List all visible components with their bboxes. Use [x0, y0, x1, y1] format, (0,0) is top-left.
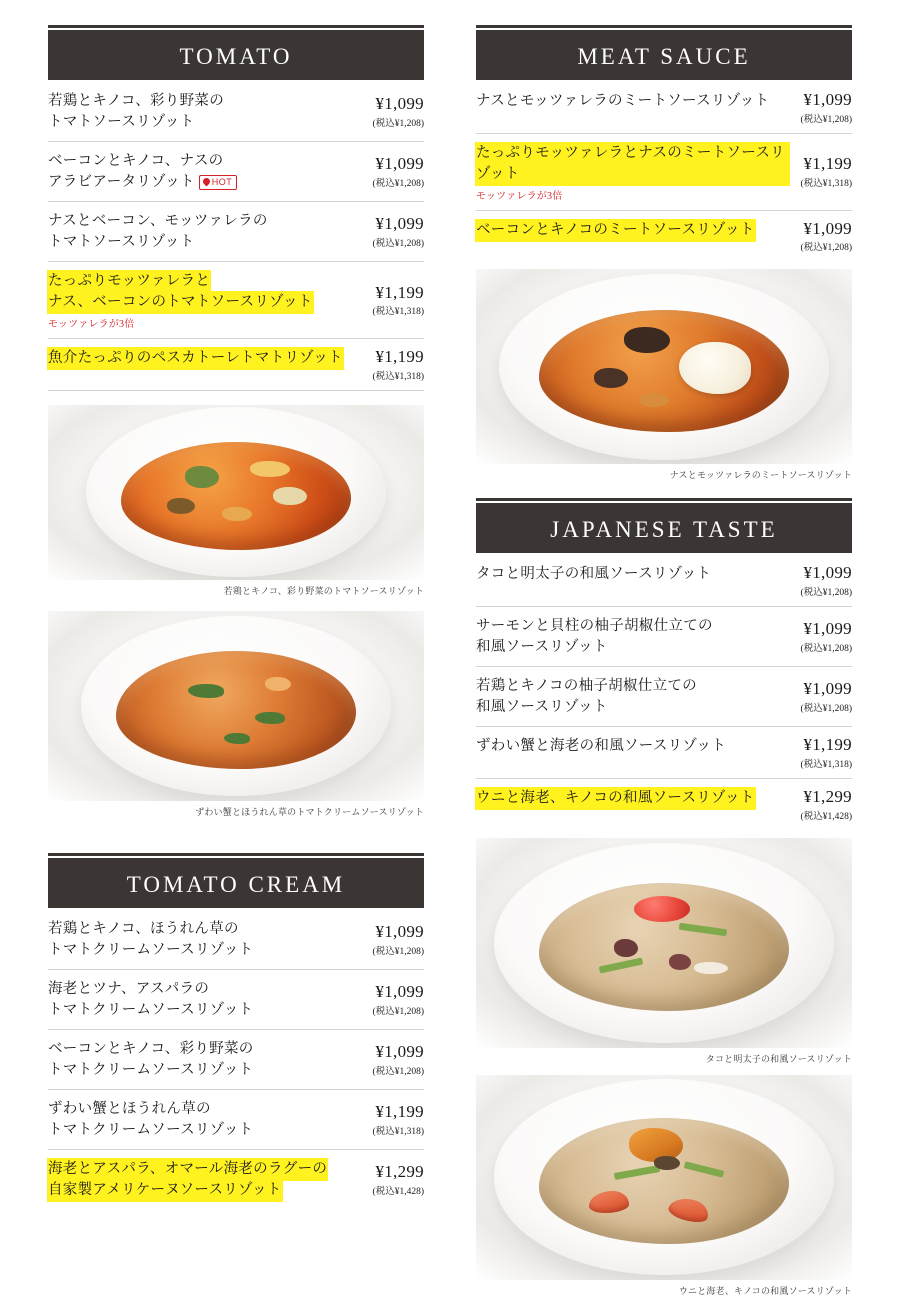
menu-item-names: [476, 143, 797, 202]
vegetable-piece: [167, 498, 195, 514]
menu-item-price: ¥1,099: [803, 563, 852, 583]
menu-item-price: ¥1,099: [375, 982, 424, 1002]
menu-item[interactable]: [48, 1150, 424, 1209]
menu-item-names: [48, 348, 369, 369]
menu-item-price-block: [369, 348, 424, 382]
menu-item-price: ¥1,299: [803, 786, 852, 806]
menu-item-name-line: サーモンと貝柱の柚子胡椒仕立ての: [476, 618, 713, 635]
eggplant-piece: [594, 368, 628, 388]
mozzarella-piece: [679, 342, 751, 394]
section-tomato-cream: [48, 858, 424, 1209]
menu-item-names: [48, 1159, 369, 1201]
food-shape: [121, 442, 351, 550]
vegetable-piece: [185, 466, 219, 488]
spinach-piece: [224, 733, 250, 744]
sauce-highlight: [639, 393, 669, 407]
menu-item-note: モッツァレラが3倍: [48, 319, 135, 331]
menu-item[interactable]: [476, 80, 852, 134]
left-column: [48, 30, 424, 1246]
menu-list-japanese-taste: [476, 553, 852, 829]
menu-item-names: [476, 736, 797, 757]
menu-item-name-line: ベーコンとキノコ、彩り野菜の: [48, 1040, 254, 1057]
menu-item-price-tax: (税込¥1,208): [800, 703, 852, 714]
photo-block: [476, 1075, 852, 1297]
menu-item-price-block: [797, 155, 852, 189]
menu-item-name-line: ベーコンとキノコのミートソースリゾット: [476, 220, 755, 241]
photo-block: [48, 611, 424, 818]
crab-piece: [265, 677, 291, 691]
photo-caption: タコと明太子の和風ソースリゾット: [705, 1053, 852, 1064]
menu-item-names: [48, 919, 369, 961]
dish-illustration: [476, 838, 852, 1048]
menu-item-price: ¥1,099: [375, 154, 424, 174]
photo-caption: ずわい蟹とほうれん草のトマトクリームソースリゾット: [195, 806, 424, 817]
dish-photo: [476, 838, 852, 1048]
menu-item-name-line: アラビアータリゾット: [48, 174, 195, 191]
menu-item-price-tax: (税込¥1,318): [372, 1126, 424, 1137]
menu-item-price-block: [797, 620, 852, 654]
menu-item[interactable]: [48, 142, 424, 202]
menu-list-tomato: [48, 80, 424, 391]
menu-item-price-block: [797, 564, 852, 598]
menu-item-names: [48, 1099, 369, 1141]
menu-item-name-line: ナス、ベーコンのトマトソースリゾット: [48, 292, 313, 313]
section-title: TOMATO: [179, 44, 293, 69]
menu-item-names: [476, 564, 797, 585]
food-shape: [539, 883, 789, 1011]
menu-item-price-block: [369, 1103, 424, 1137]
vegetable-piece: [222, 507, 252, 521]
section-header-tomato: [48, 30, 424, 80]
menu-item-name-line: たっぷりモッツァレラと: [48, 271, 210, 292]
menu-item[interactable]: [48, 80, 424, 142]
dish-photo: [48, 405, 424, 580]
menu-item-name-line: たっぷりモッツァレラとナスのミートソースリゾット: [476, 143, 789, 185]
menu-item-price: ¥1,199: [375, 1102, 424, 1122]
menu-item[interactable]: [48, 970, 424, 1030]
menu-item-name-line: トマトクリームソースリゾット: [48, 941, 254, 958]
section-header-meat-sauce: [476, 30, 852, 80]
menu-item-name-line: 和風ソースリゾット: [476, 699, 608, 716]
menu-item-price-tax: (税込¥1,208): [372, 238, 424, 249]
scallion-piece: [614, 1165, 661, 1180]
menu-item-names: [476, 788, 797, 809]
menu-item-names: [476, 220, 797, 241]
menu-item-price-block: [797, 91, 852, 125]
menu-item-name-line: トマトクリームソースリゾット: [48, 1061, 254, 1078]
menu-item[interactable]: [48, 908, 424, 970]
section-japanese-taste: [476, 503, 852, 1296]
food-shape: [539, 1118, 789, 1244]
vegetable-piece: [273, 487, 307, 505]
menu-item-price-tax: (税込¥1,208): [800, 243, 852, 254]
menu-item-price-block: [369, 983, 424, 1017]
menu-item-price-tax: (税込¥1,318): [800, 759, 852, 770]
menu-item-price: ¥1,199: [803, 154, 852, 174]
menu-item-price-block: [369, 1043, 424, 1077]
menu-item-price-tax: (税込¥1,318): [800, 179, 852, 190]
menu-item-price: ¥1,299: [375, 1162, 424, 1182]
menu-item-price-tax: (税込¥1,428): [372, 1186, 424, 1197]
menu-item-names: [48, 91, 369, 133]
menu-item[interactable]: [476, 134, 852, 211]
section-title: JAPANESE TASTE: [550, 517, 778, 543]
menu-item-names: [48, 271, 369, 330]
menu-item-price-block: [797, 736, 852, 770]
menu-item-price: ¥1,199: [375, 282, 424, 302]
menu-item-name-line: ナスとモッツァレラのミートソースリゾット: [476, 93, 770, 109]
menu-item-names: [476, 616, 797, 658]
menu-item-price-block: [369, 284, 424, 318]
section-title: TOMATO CREAM: [126, 871, 346, 897]
section-meat-sauce: [476, 30, 852, 481]
menu-item-price-tax: (税込¥1,208): [372, 178, 424, 189]
spinach-piece: [188, 684, 224, 698]
menu-item-price: ¥1,199: [803, 735, 852, 755]
section-tomato: [48, 30, 424, 818]
menu-item-price-block: [797, 788, 852, 822]
menu-item-price-tax: (税込¥1,318): [372, 371, 424, 382]
menu-item-name-line: トマトソースリゾット: [48, 114, 195, 131]
dish-illustration: [476, 1075, 852, 1280]
photo-block: [476, 269, 852, 481]
menu-item[interactable]: [476, 211, 852, 262]
menu-item-price-tax: (税込¥1,208): [800, 643, 852, 654]
menu-item-price: ¥1,099: [803, 619, 852, 639]
eggplant-piece: [624, 327, 670, 353]
menu-item-price-block: [797, 220, 852, 254]
section-title: MEAT SAUCE: [577, 44, 751, 69]
menu-item-name-line: 海老とツナ、アスパラの: [48, 980, 210, 997]
menu-item-names: [48, 211, 369, 253]
scallion-piece: [679, 923, 728, 937]
shrimp-piece: [667, 1193, 712, 1226]
menu-item-name-line: トマトクリームソースリゾット: [48, 1121, 254, 1138]
menu-item-price: ¥1,099: [375, 94, 424, 114]
dish-illustration: [48, 611, 424, 801]
scallion-piece: [684, 1161, 725, 1177]
hot-badge-icon: HOT: [199, 175, 238, 190]
menu-item-name-line: ずわい蟹とほうれん草の: [48, 1100, 211, 1117]
photo-block: [48, 405, 424, 597]
octopus-piece: [669, 954, 691, 970]
menu-item-name-line: 海老とアスパラ、オマール海老のラグーの: [48, 1159, 327, 1180]
menu-item[interactable]: [48, 339, 424, 391]
shrimp-piece: [589, 1191, 629, 1213]
menu-item-price-tax: (税込¥1,208): [372, 946, 424, 957]
menu-item-name-line: 自家製アメリケーヌソースリゾット: [48, 1180, 282, 1201]
menu-item-price-tax: (税込¥1,208): [372, 1006, 424, 1017]
menu-list-meat-sauce: [476, 80, 852, 261]
menu-item[interactable]: [476, 667, 852, 727]
menu-item[interactable]: [48, 202, 424, 262]
menu-item-name-line: ナスとベーコン、モッツァレラの: [48, 213, 268, 230]
menu-item-name-line: ずわい蟹と海老の和風ソースリゾット: [476, 738, 727, 755]
section-header-japanese-taste: [476, 503, 852, 553]
menu-item[interactable]: [476, 553, 852, 607]
menu-item-price: ¥1,099: [375, 921, 424, 941]
menu-item-name-line: 和風ソースリゾット: [476, 639, 608, 656]
menu-item-price-block: [369, 95, 424, 129]
octopus-piece: [614, 939, 638, 957]
menu-item-price: ¥1,199: [375, 347, 424, 367]
menu-item-price-block: [369, 923, 424, 957]
vegetable-piece: [250, 461, 290, 477]
menu-item[interactable]: [476, 607, 852, 667]
menu-item-names: [476, 91, 797, 112]
menu-item-names: [48, 151, 369, 193]
menu-item-name-line: 若鶏とキノコの柚子胡椒仕立ての: [476, 678, 697, 695]
menu-item-price-tax: (税込¥1,208): [372, 118, 424, 129]
menu-item[interactable]: [48, 1090, 424, 1150]
menu-item-name-line: トマトソースリゾット: [48, 234, 195, 251]
menu-list-tomato-cream: [48, 908, 424, 1209]
menu-item-price: ¥1,099: [803, 90, 852, 109]
photo-caption: ウニと海老、キノコの和風ソースリゾット: [678, 1285, 852, 1296]
garnish-piece: [694, 962, 728, 974]
menu-item-name-line: 若鶏とキノコ、ほうれん草の: [48, 920, 239, 937]
menu-item-price-tax: (税込¥1,208): [800, 588, 852, 599]
right-column: [476, 30, 852, 1296]
food-shape: [539, 310, 789, 432]
menu-item-name-line: ベーコンとキノコ、ナスの: [48, 153, 224, 170]
spinach-piece: [255, 712, 285, 724]
dish-photo: [476, 1075, 852, 1280]
menu-item-price-tax: (税込¥1,428): [800, 811, 852, 822]
menu-item-name-line: トマトクリームソースリゾット: [48, 1001, 254, 1018]
menu-item[interactable]: [476, 727, 852, 779]
menu-item-price-block: [369, 1163, 424, 1197]
menu-item-price: ¥1,099: [803, 679, 852, 699]
menu-item-name-line: 若鶏とキノコ、彩り野菜の: [48, 93, 225, 109]
photo-caption: 若鶏とキノコ、彩り野菜のトマトソースリゾット: [223, 585, 424, 596]
menu-item-price: ¥1,099: [803, 218, 852, 238]
menu-item[interactable]: [476, 779, 852, 830]
dish-illustration: [48, 405, 424, 580]
dish-illustration: [476, 269, 852, 464]
menu-item-price-block: [797, 680, 852, 714]
menu-item-names: [48, 979, 369, 1021]
menu-item-price-block: [369, 155, 424, 189]
photo-caption: ナスとモッツァレラのミートソースリゾット: [669, 470, 852, 481]
menu-item-note: モッツァレラが3倍: [476, 190, 563, 202]
menu-item[interactable]: [48, 262, 424, 339]
dish-photo: [476, 269, 852, 464]
mushroom-piece: [654, 1156, 680, 1170]
menu-item-price-tax: (税込¥1,318): [372, 307, 424, 318]
menu-item-name-line: 魚介たっぷりのペスカトーレトマトリゾット: [48, 348, 343, 369]
menu-item-price: ¥1,099: [375, 214, 424, 234]
menu-item-price-tax: (税込¥1,208): [372, 1066, 424, 1077]
menu-item-price-tax: (税込¥1,208): [800, 114, 852, 125]
menu-item-name-line: タコと明太子の和風ソースリゾット: [476, 566, 712, 583]
menu-item-names: [48, 1039, 369, 1081]
food-shape: [116, 651, 356, 769]
menu-item-price: ¥1,099: [375, 1042, 424, 1062]
dish-photo: [48, 611, 424, 801]
menu-item[interactable]: [48, 1030, 424, 1090]
menu-item-name-line: ウニと海老、キノコの和風ソースリゾット: [476, 788, 755, 809]
scallion-piece: [599, 958, 643, 974]
photo-block: [476, 838, 852, 1065]
menu-item-names: [476, 676, 797, 718]
section-header-tomato-cream: [48, 858, 424, 908]
mentaiko-piece: [634, 896, 690, 922]
menu-item-price-block: [369, 215, 424, 249]
